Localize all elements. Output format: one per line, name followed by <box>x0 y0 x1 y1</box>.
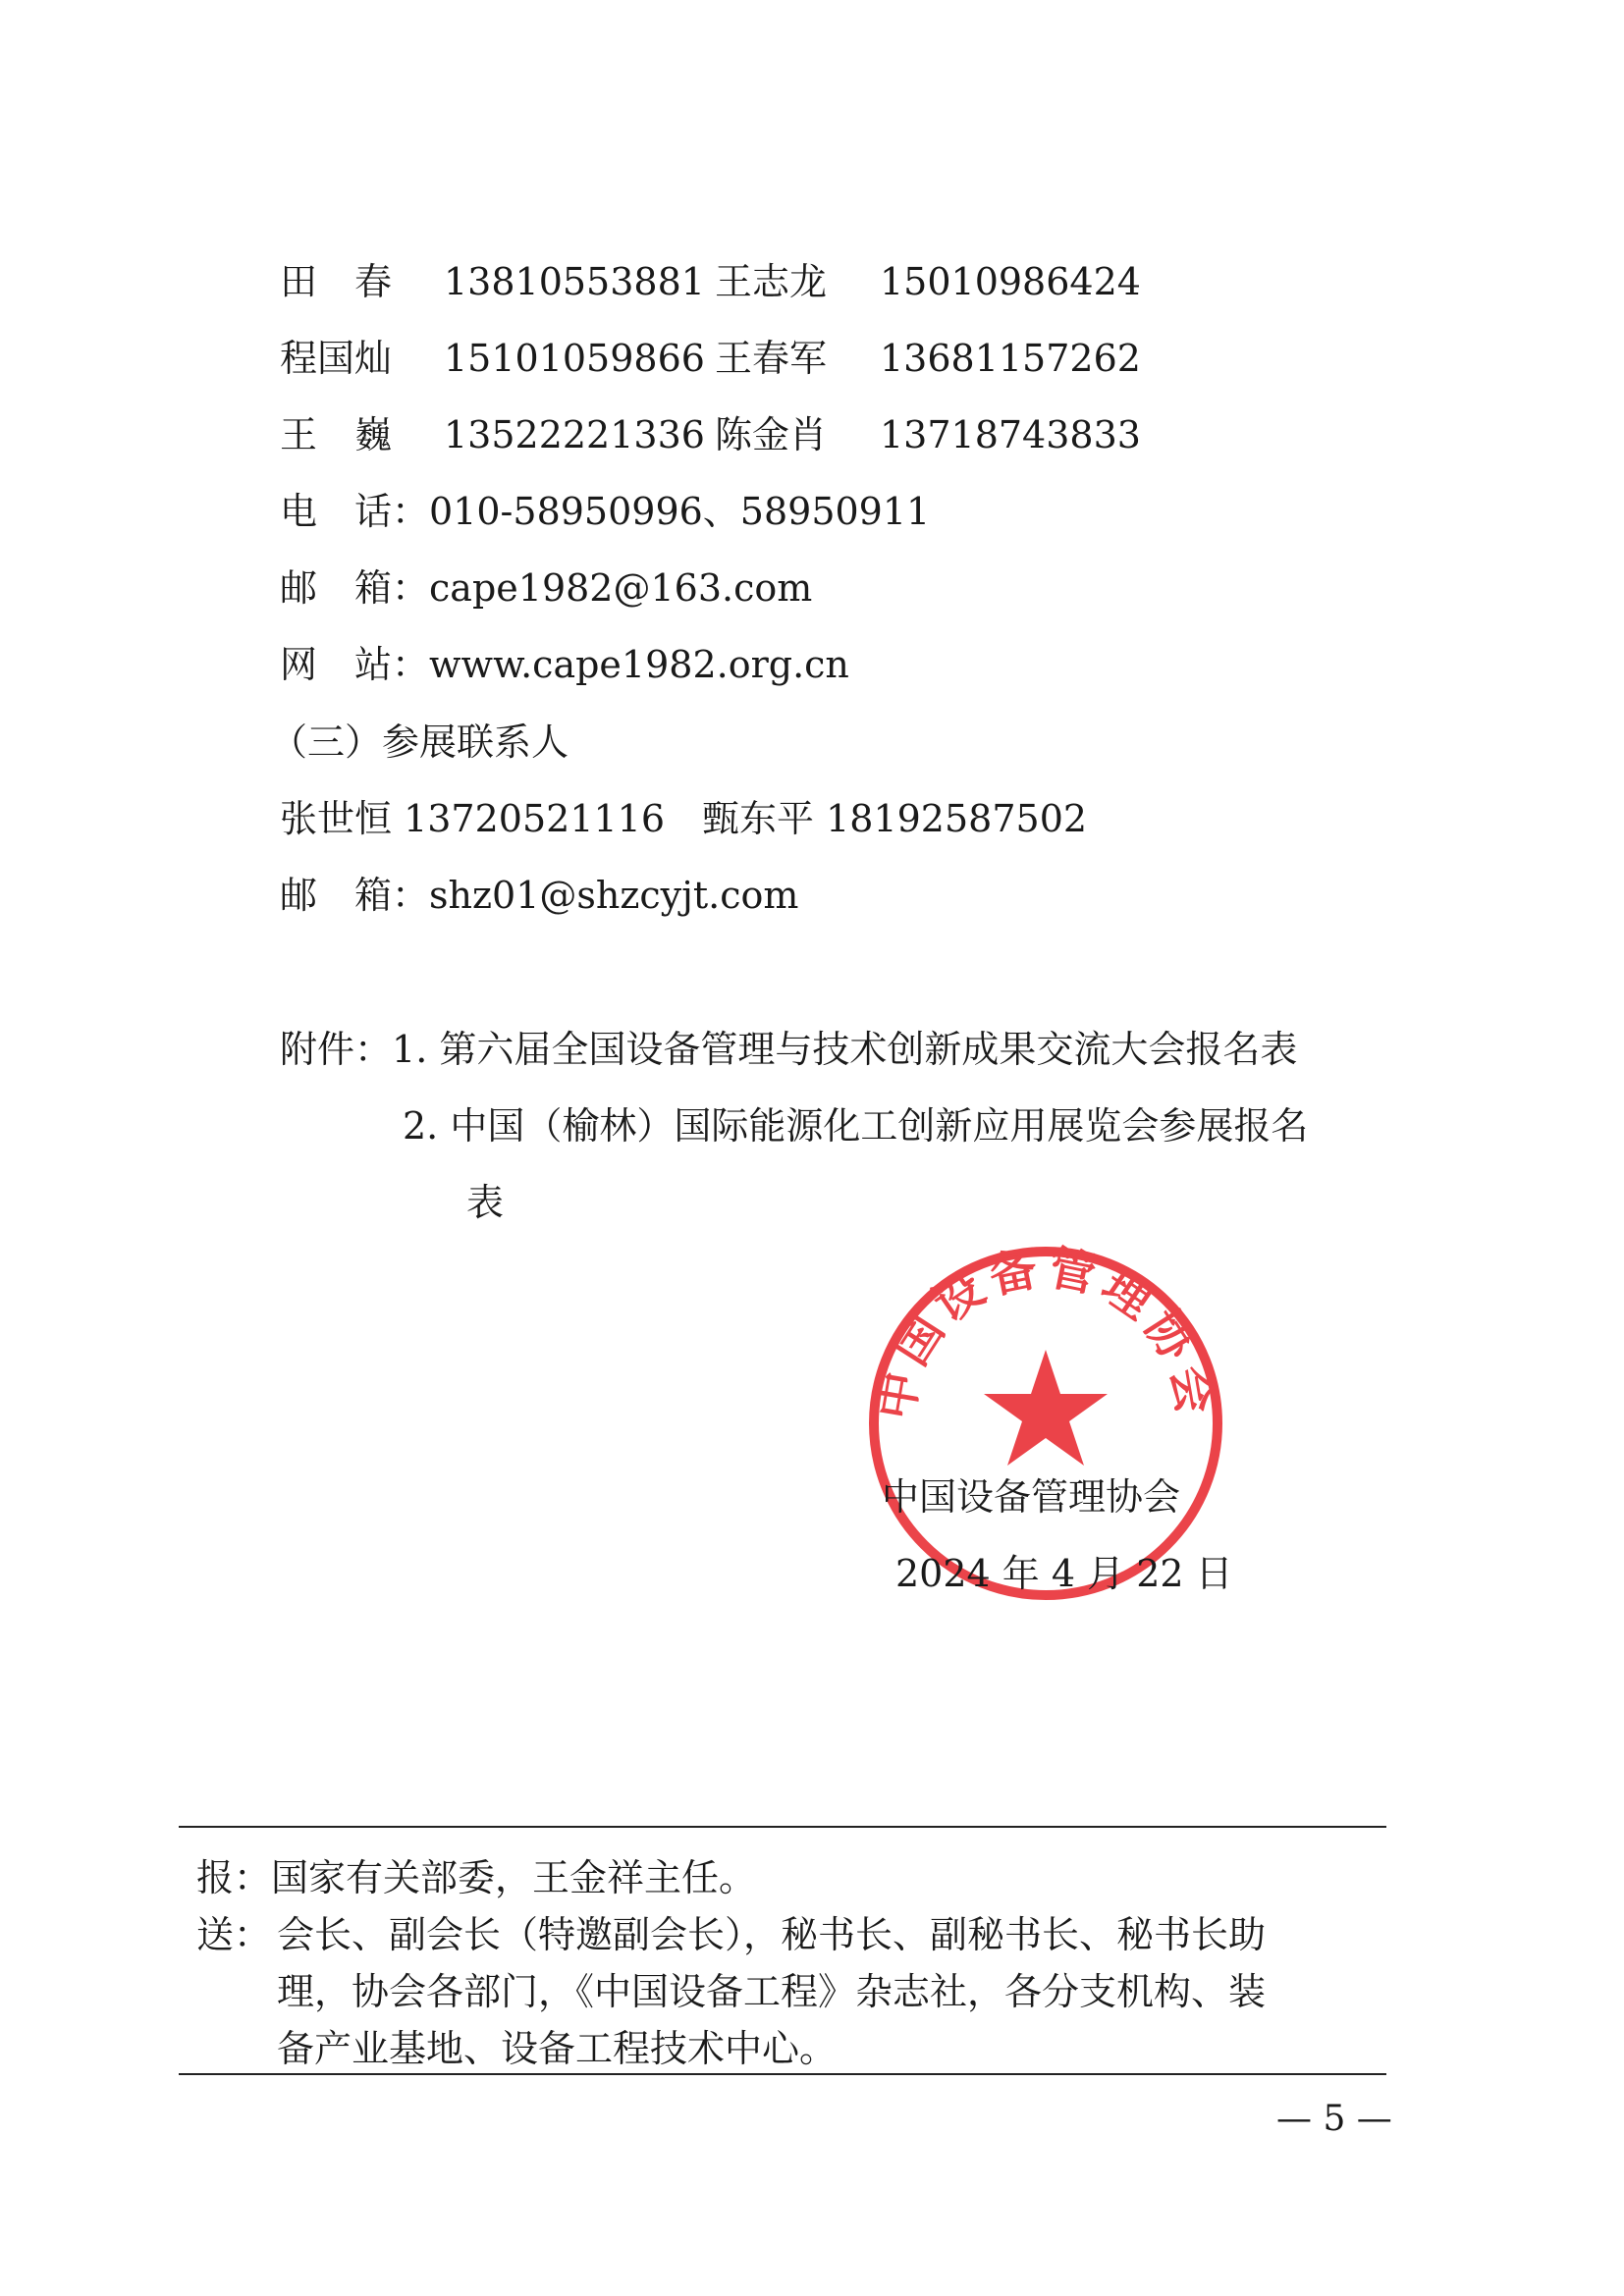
phone-label: 电 话： <box>280 490 430 533</box>
contact-phone: 13718743833 <box>880 413 1141 456</box>
website-line <box>280 643 849 686</box>
footer-send-label: 送： <box>196 1913 272 1956</box>
attachment-number: 2. <box>403 1104 439 1148</box>
footer-rule-top <box>179 1826 1386 1828</box>
phone-line <box>280 490 931 533</box>
star-icon <box>984 1350 1108 1466</box>
report-label: 报： <box>196 1856 272 1899</box>
contact-phone: 13522221336 <box>444 413 705 456</box>
contact-name: 程国灿 <box>280 337 393 380</box>
attachments-label: 附件： <box>280 1028 393 1071</box>
attachment-continuation: 表 <box>466 1181 505 1224</box>
report-text: 国家有关部委，王金祥主任。 <box>271 1856 757 1899</box>
email-line <box>280 566 813 610</box>
send-line: 会长、副会长（特邀副会长），秘书长、副秘书长、秘书长助 <box>277 1913 1267 1956</box>
attachment-item-2 <box>403 1104 1309 1148</box>
attachment-text: 中国（榆林）国际能源化工创新应用展览会参展报名 <box>450 1104 1309 1148</box>
contact-phone: 13681157262 <box>880 337 1141 380</box>
page-number: — 5 — <box>1276 2099 1392 2139</box>
footer-report <box>196 1849 756 1906</box>
email-label: 邮 箱： <box>280 874 430 917</box>
send-line: 理，协会各部门，《中国设备工程》杂志社，各分支机构、装 <box>277 1970 1267 2013</box>
website-label: 网 站： <box>280 643 430 686</box>
contact-phone: 15101059866 <box>444 337 705 380</box>
contact-name: 王志龙 <box>715 260 828 303</box>
footer-send-text <box>277 1906 1266 2077</box>
attachment-item-1 <box>280 1028 1298 1071</box>
section-heading: （三）参展联系人 <box>270 721 569 764</box>
seal-text: 中国设备管理协会 <box>868 1242 1223 1424</box>
email-value[interactable]: cape1982@163.com <box>429 566 813 610</box>
email-label: 邮 箱： <box>280 566 430 610</box>
contact-name: 王 巍 <box>280 413 393 456</box>
email-value[interactable]: shz01@shzcyjt.com <box>429 874 799 917</box>
exhibit-contacts: 张世恒 13720521116 甄东平 18192587502 <box>280 797 1088 840</box>
send-line: 备产业基地、设备工程技术中心。 <box>277 2027 838 2070</box>
attachment-text: 第六届全国设备管理与技术创新成果交流大会报名表 <box>439 1028 1298 1071</box>
contact-phone: 15010986424 <box>880 260 1141 303</box>
contact-name: 田 春 <box>280 260 393 303</box>
website-value[interactable]: www.cape1982.org.cn <box>429 643 849 686</box>
footer-rule-bottom <box>179 2073 1386 2075</box>
contact-name: 王春军 <box>715 337 828 380</box>
phone-value: 010-58950996、58950911 <box>429 490 931 533</box>
signature-org: 中国设备管理协会 <box>882 1475 1181 1519</box>
contact-name: 陈金肖 <box>715 413 828 456</box>
attachment-number: 1. <box>392 1028 428 1071</box>
contact-phone: 13810553881 <box>444 260 705 303</box>
exhibit-email-line <box>280 874 799 917</box>
signature-date: 2024 年 4 月 22 日 <box>895 1552 1233 1595</box>
